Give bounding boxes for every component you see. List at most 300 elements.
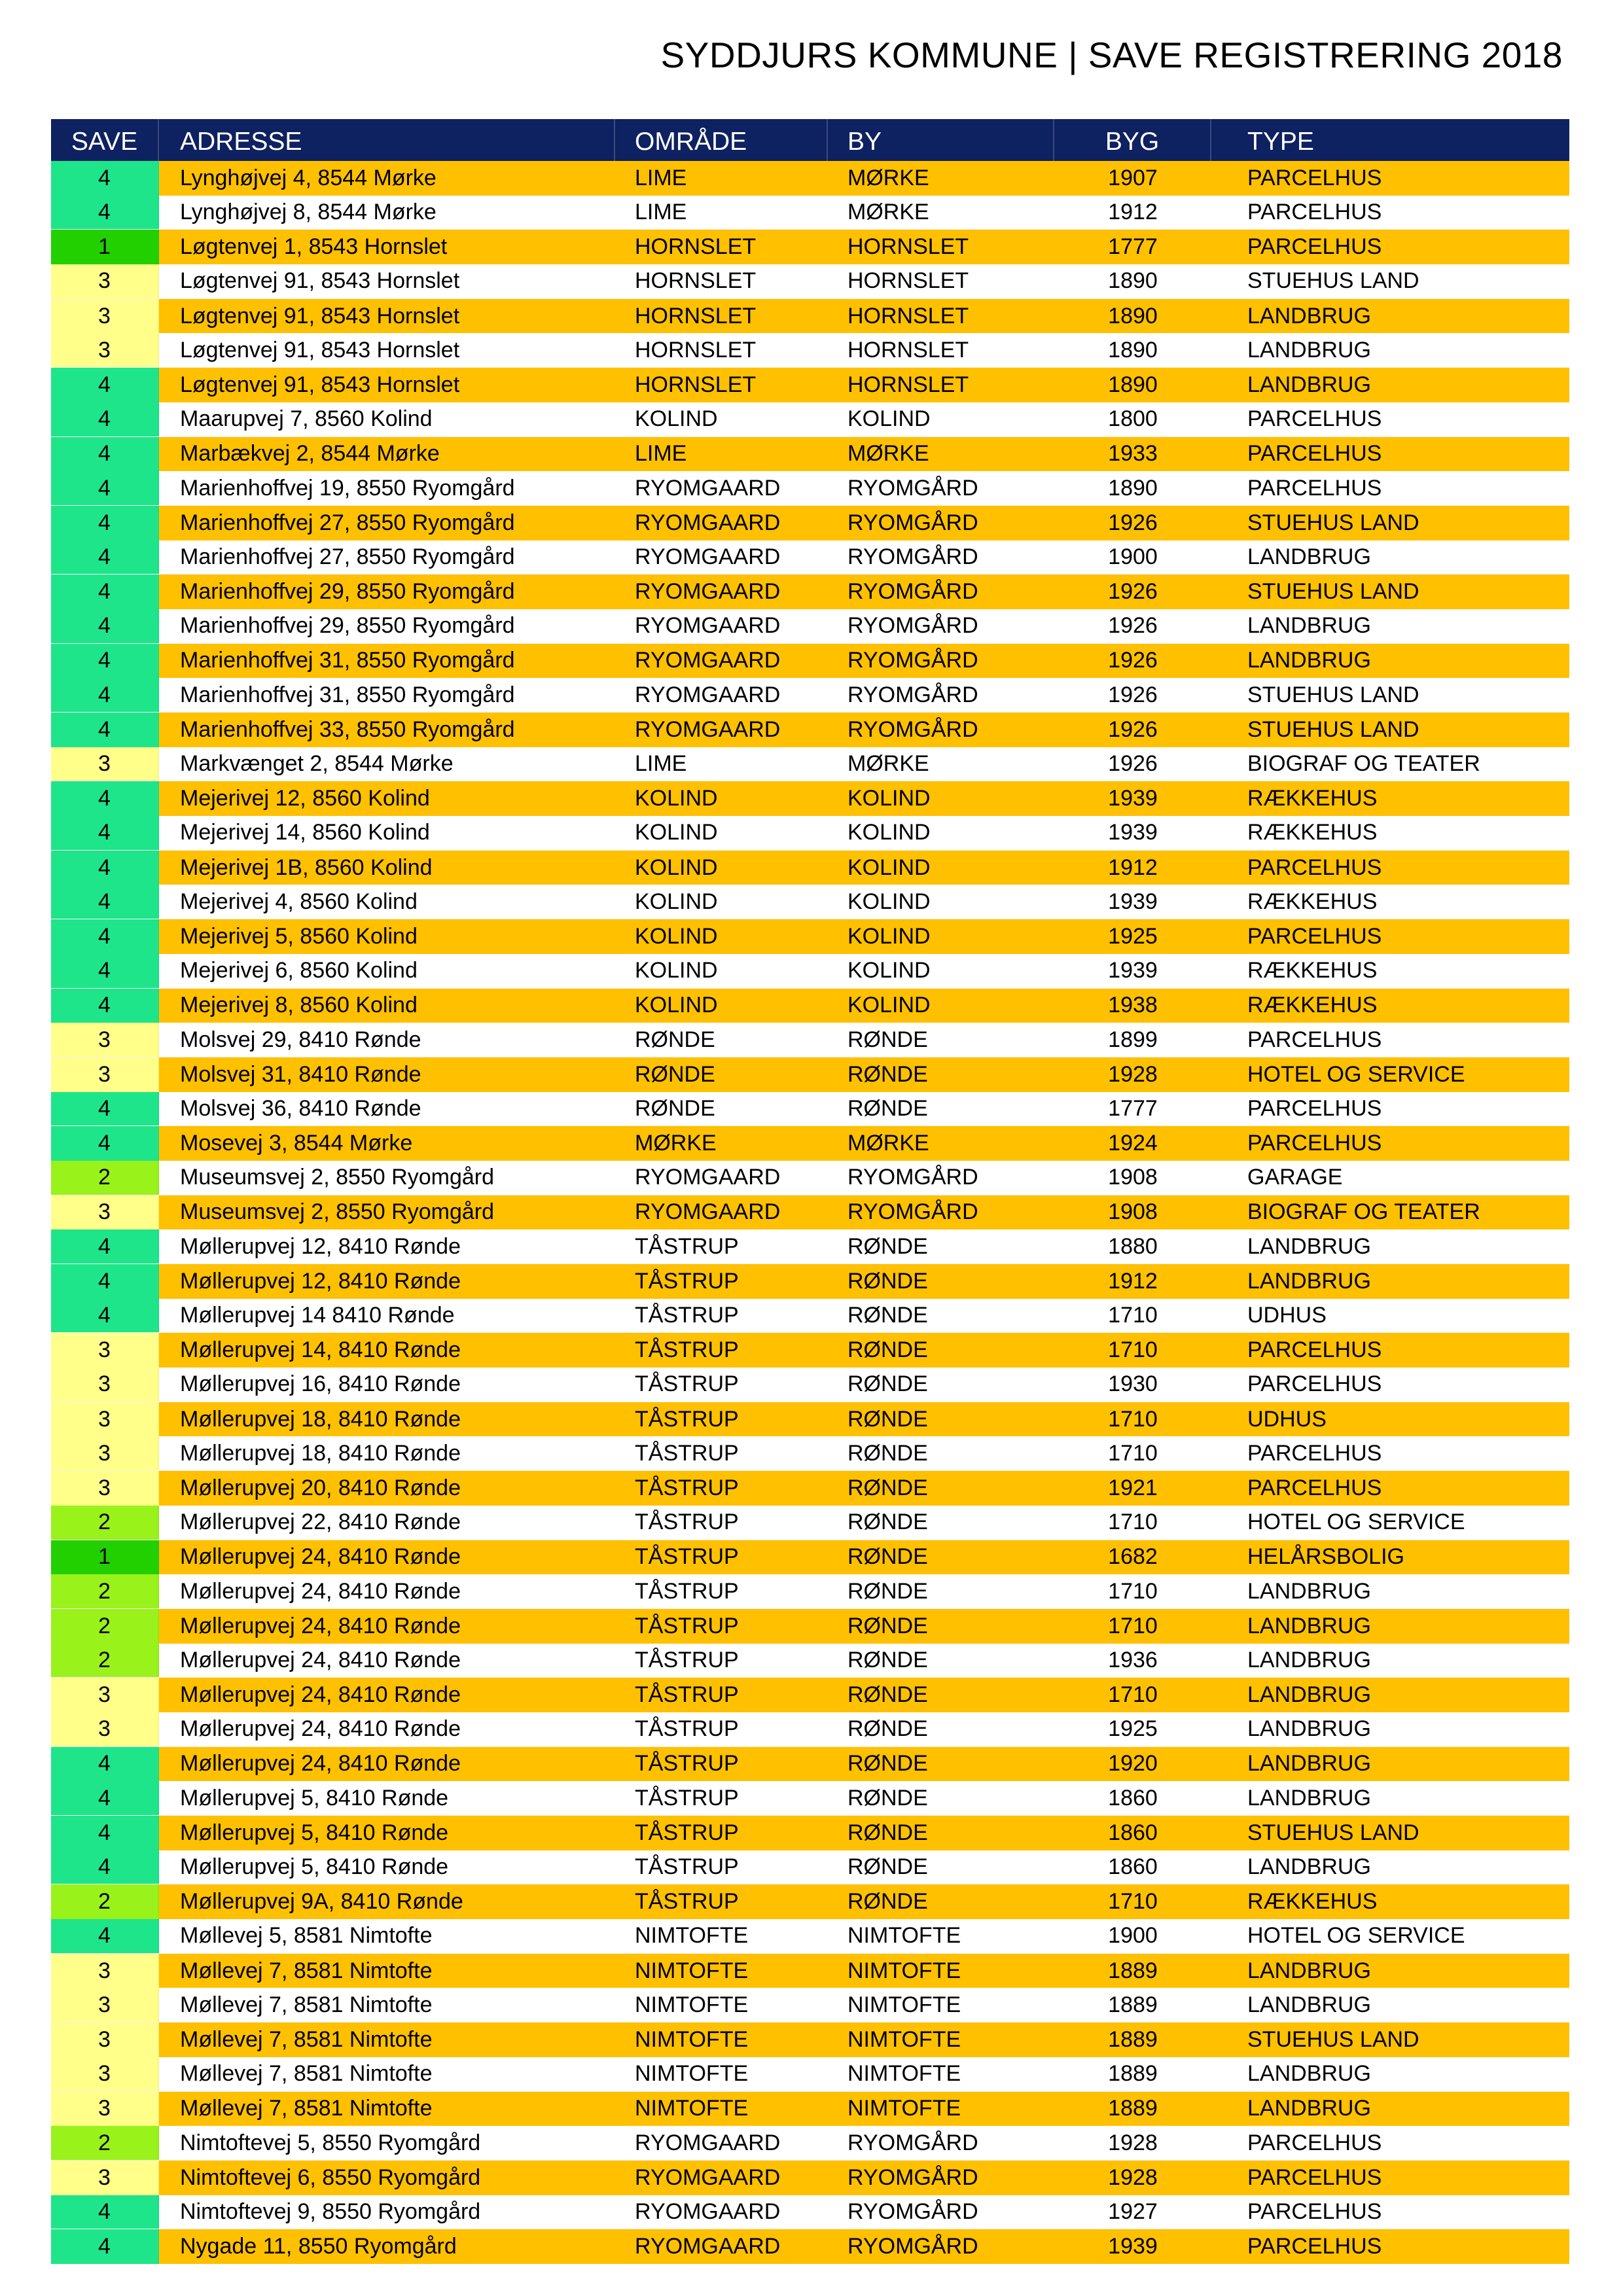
type-cell: STUEHUS LAND (1247, 510, 1419, 535)
city-cell: MØRKE (847, 1131, 929, 1156)
year-cell: 1800 (1108, 406, 1158, 432)
address-cell: Nygade 11, 8550 Ryomgård (180, 2234, 457, 2259)
table-row (51, 713, 1569, 747)
city-cell: RYOMGÅRD (847, 2130, 978, 2155)
area-cell: TÅSTRUP (635, 1716, 739, 1742)
year-cell: 1890 (1108, 268, 1158, 294)
address-cell: Møllerupvej 9A, 8410 Rønde (180, 1889, 463, 1915)
save-cell: 4 (51, 989, 159, 1023)
table-row (51, 2195, 1569, 2230)
address-cell: Møllerupvej 24, 8410 Rønde (180, 1716, 461, 1742)
table-row (51, 574, 1569, 609)
city-cell: RYOMGÅRD (847, 510, 978, 535)
year-cell: 1710 (1108, 1682, 1158, 1708)
year-cell: 1860 (1108, 1820, 1158, 1845)
city-cell: KOLIND (847, 406, 931, 432)
year-cell: 1710 (1108, 1337, 1158, 1363)
city-cell: RØNDE (847, 1303, 928, 1328)
area-cell: HORNSLET (635, 268, 757, 294)
table-row (51, 954, 1569, 989)
year-cell: 1710 (1108, 1303, 1158, 1328)
city-cell: RYOMGÅRD (847, 1165, 978, 1190)
area-cell: RYOMGAARD (635, 544, 781, 569)
city-cell: RYOMGÅRD (847, 1199, 978, 1225)
save-cell: 4 (51, 1850, 159, 1884)
year-cell: 1890 (1108, 475, 1158, 501)
area-cell: RYOMGAARD (635, 2234, 781, 2259)
save-cell: 1 (51, 230, 159, 264)
city-cell: HORNSLET (847, 372, 969, 397)
year-cell: 1926 (1108, 579, 1158, 605)
type-cell: LANDBRUG (1247, 1268, 1371, 1294)
area-cell: RYOMGAARD (635, 682, 781, 707)
table-row (51, 644, 1569, 679)
area-cell: TÅSTRUP (635, 1337, 739, 1363)
city-cell: KOLIND (847, 923, 931, 949)
table-row (51, 1712, 1569, 1747)
save-cell: 2 (51, 2126, 159, 2160)
year-cell: 1939 (1108, 2234, 1158, 2259)
city-cell: MØRKE (847, 165, 929, 190)
type-cell: UDHUS (1247, 1303, 1327, 1328)
save-cell: 3 (51, 1057, 159, 1092)
area-cell: NIMTOFTE (635, 2026, 749, 2052)
type-cell: PARCELHUS (1247, 475, 1382, 501)
type-cell: LANDBRUG (1247, 544, 1371, 569)
address-cell: Møllerupvej 14, 8410 Rønde (180, 1337, 461, 1363)
area-cell: RYOMGAARD (635, 2164, 781, 2190)
address-cell: Nimtoftevej 9, 8550 Ryomgård (180, 2199, 481, 2224)
header-omrade[interactable]: OMRÅDE (615, 119, 828, 161)
area-cell: RYOMGAARD (635, 2199, 781, 2224)
area-cell: TÅSTRUP (635, 1544, 739, 1570)
city-cell: RYOMGÅRD (847, 544, 978, 569)
save-cell: 3 (51, 1954, 159, 1988)
save-cell: 3 (51, 1712, 159, 1746)
area-cell: TÅSTRUP (635, 1682, 739, 1708)
city-cell: HORNSLET (847, 303, 969, 328)
type-cell: HOTEL OG SERVICE (1247, 1923, 1465, 1949)
save-cell: 4 (51, 368, 159, 402)
save-cell: 4 (51, 2229, 159, 2264)
table-row (51, 678, 1569, 713)
table-row (51, 2092, 1569, 2127)
address-cell: Mejerivej 14, 8560 Kolind (180, 820, 430, 845)
address-cell: Molsvej 29, 8410 Rønde (180, 1027, 421, 1052)
table-row (51, 1436, 1569, 1471)
year-cell: 1939 (1108, 786, 1158, 811)
year-cell: 1925 (1108, 1716, 1158, 1742)
city-cell: RØNDE (847, 1061, 928, 1087)
type-cell: PARCELHUS (1247, 2199, 1382, 2224)
type-cell: LANDBRUG (1247, 2096, 1371, 2121)
area-cell: KOLIND (635, 786, 718, 811)
year-cell: 1926 (1108, 751, 1158, 777)
type-cell: PARCELHUS (1247, 1131, 1382, 1156)
table-row (51, 264, 1569, 299)
area-cell: RØNDE (635, 1027, 715, 1052)
table-row (51, 1781, 1569, 1816)
type-cell: LANDBRUG (1247, 1682, 1371, 1708)
type-cell: PARCELHUS (1247, 1475, 1382, 1500)
table-row (51, 230, 1569, 264)
city-cell: RØNDE (847, 1785, 928, 1810)
table-row (51, 851, 1569, 885)
type-cell: LANDBRUG (1247, 337, 1371, 362)
table-row (51, 2161, 1569, 2195)
type-cell: PARCELHUS (1247, 855, 1382, 880)
table-row (51, 402, 1569, 437)
city-cell: RØNDE (847, 1854, 928, 1880)
year-cell: 1889 (1108, 2096, 1158, 2121)
city-cell: RYOMGÅRD (847, 716, 978, 742)
address-cell: Marienhoffvej 27, 8550 Ryomgård (180, 544, 515, 569)
area-cell: TÅSTRUP (635, 1406, 739, 1432)
table-row (51, 1884, 1569, 1919)
city-cell: RØNDE (847, 1682, 928, 1708)
year-cell: 1890 (1108, 372, 1158, 397)
area-cell: LIME (635, 751, 687, 777)
type-cell: LANDBRUG (1247, 1958, 1371, 1983)
type-cell: PARCELHUS (1247, 1440, 1382, 1466)
city-cell: RØNDE (847, 1578, 928, 1604)
area-cell: HORNSLET (635, 303, 757, 328)
area-cell: TÅSTRUP (635, 1647, 739, 1672)
save-cell: 4 (51, 851, 159, 885)
city-cell: RØNDE (847, 1510, 928, 1535)
city-cell: RØNDE (847, 1337, 928, 1363)
year-cell: 1926 (1108, 682, 1158, 707)
save-cell: 3 (51, 1678, 159, 1712)
city-cell: HORNSLET (847, 268, 969, 294)
area-cell: TÅSTRUP (635, 1578, 739, 1604)
type-cell: RÆKKEHUS (1247, 820, 1378, 845)
year-cell: 1939 (1108, 889, 1158, 914)
save-cell: 4 (51, 402, 159, 436)
address-cell: Møllerupvej 24, 8410 Rønde (180, 1647, 461, 1672)
save-cell: 3 (51, 2022, 159, 2057)
save-cell: 4 (51, 781, 159, 816)
year-cell: 1938 (1108, 993, 1158, 1018)
city-cell: KOLIND (847, 820, 931, 845)
table-row (51, 1092, 1569, 1127)
save-cell: 3 (51, 747, 159, 781)
year-cell: 1889 (1108, 2061, 1158, 2087)
area-cell: TÅSTRUP (635, 1613, 739, 1638)
area-cell: NIMTOFTE (635, 1923, 749, 1949)
save-cell: 3 (51, 1333, 159, 1368)
table-row (51, 1574, 1569, 1609)
save-cell: 3 (51, 1023, 159, 1057)
area-cell: KOLIND (635, 889, 718, 914)
type-cell: PARCELHUS (1247, 2130, 1382, 2155)
table-row (51, 1229, 1569, 1264)
year-cell: 1920 (1108, 1751, 1158, 1776)
table-row (51, 299, 1569, 334)
save-cell: 4 (51, 1229, 159, 1263)
year-cell: 1710 (1108, 1889, 1158, 1915)
type-cell: RÆKKEHUS (1247, 889, 1378, 914)
area-cell: RYOMGAARD (635, 475, 781, 501)
city-cell: HORNSLET (847, 234, 969, 260)
table-row (51, 1506, 1569, 1540)
table-row (51, 1850, 1569, 1885)
address-cell: Maarupvej 7, 8560 Kolind (180, 406, 433, 432)
save-cell: 4 (51, 644, 159, 679)
area-cell: TÅSTRUP (635, 1233, 739, 1259)
type-cell: UDHUS (1247, 1406, 1327, 1432)
table-row (51, 781, 1569, 816)
area-cell: NIMTOFTE (635, 2061, 749, 2087)
table-row (51, 368, 1569, 402)
table-row (51, 471, 1569, 506)
area-cell: HORNSLET (635, 372, 757, 397)
table-row (51, 2229, 1569, 2264)
address-cell: Marienhoffvej 31, 8550 Ryomgård (180, 648, 515, 673)
address-cell: Markvænget 2, 8544 Mørke (180, 751, 454, 777)
type-cell: LANDBRUG (1247, 1613, 1371, 1638)
year-cell: 1860 (1108, 1785, 1158, 1810)
header-type[interactable]: TYPE (1247, 128, 1314, 156)
save-cell: 3 (51, 2092, 159, 2127)
address-cell: Møllerupvej 24, 8410 Rønde (180, 1751, 461, 1776)
save-cell: 4 (51, 816, 159, 850)
year-cell: 1900 (1108, 1923, 1158, 1949)
table-row (51, 989, 1569, 1023)
year-cell: 1777 (1108, 1095, 1158, 1121)
year-cell: 1710 (1108, 1613, 1158, 1638)
city-cell: RØNDE (847, 1233, 928, 1259)
save-cell: 3 (51, 2057, 159, 2091)
address-cell: Lynghøjvej 8, 8544 Mørke (180, 200, 437, 225)
city-cell: RØNDE (847, 1751, 928, 1776)
table-row (51, 196, 1569, 230)
address-cell: Molsvej 31, 8410 Rønde (180, 1061, 421, 1087)
area-cell: RYOMGAARD (635, 613, 781, 639)
save-cell: 4 (51, 1781, 159, 1815)
area-cell: TÅSTRUP (635, 1751, 739, 1776)
address-cell: Møllerupvej 12, 8410 Rønde (180, 1268, 461, 1294)
year-cell: 1926 (1108, 613, 1158, 639)
save-cell: 3 (51, 1988, 159, 2022)
type-cell: PARCELHUS (1247, 165, 1382, 190)
type-cell: LANDBRUG (1247, 1233, 1371, 1259)
city-cell: RØNDE (847, 1268, 928, 1294)
address-cell: Møllerupvej 5, 8410 Rønde (180, 1820, 449, 1845)
type-cell: STUEHUS LAND (1247, 2026, 1419, 2052)
address-cell: Møllerupvej 24, 8410 Rønde (180, 1544, 461, 1570)
city-cell: RYOMGÅRD (847, 2164, 978, 2190)
type-cell: LANDBRUG (1247, 1751, 1371, 1776)
save-cell: 3 (51, 1195, 159, 1230)
type-cell: LANDBRUG (1247, 613, 1371, 639)
area-cell: TÅSTRUP (635, 1268, 739, 1294)
city-cell: NIMTOFTE (847, 2026, 961, 2052)
city-cell: RØNDE (847, 1889, 928, 1915)
address-cell: Løgtenvej 91, 8543 Hornslet (180, 268, 460, 294)
header-save[interactable]: SAVE (51, 119, 159, 161)
header-byg[interactable]: BYG (1054, 119, 1211, 161)
city-cell: NIMTOFTE (847, 1958, 961, 1983)
city-cell: NIMTOFTE (847, 1923, 961, 1949)
save-cell: 4 (51, 1816, 159, 1850)
table-row (51, 609, 1569, 644)
city-cell: RYOMGÅRD (847, 2199, 978, 2224)
year-cell: 1930 (1108, 1371, 1158, 1397)
save-cell: 3 (51, 1436, 159, 1470)
year-cell: 1899 (1108, 1027, 1158, 1052)
address-cell: Nimtoftevej 5, 8550 Ryomgård (180, 2130, 481, 2155)
year-cell: 1928 (1108, 2164, 1158, 2190)
header-by[interactable]: BY (828, 119, 1054, 161)
save-cell: 4 (51, 574, 159, 609)
address-cell: Løgtenvej 91, 8543 Hornslet (180, 303, 460, 328)
address-cell: Mejerivej 6, 8560 Kolind (180, 958, 418, 983)
address-cell: Museumsvej 2, 8550 Ryomgård (180, 1165, 495, 1190)
save-cell: 2 (51, 1574, 159, 1608)
type-cell: LANDBRUG (1247, 2061, 1371, 2087)
year-cell: 1682 (1108, 1544, 1158, 1570)
save-cell: 4 (51, 506, 159, 540)
area-cell: TÅSTRUP (635, 1820, 739, 1845)
address-cell: Mejerivej 1B, 8560 Kolind (180, 855, 433, 880)
year-cell: 1710 (1108, 1440, 1158, 1466)
year-cell: 1926 (1108, 716, 1158, 742)
save-cell: 3 (51, 1368, 159, 1402)
table-row (51, 1988, 1569, 2022)
table-row (51, 885, 1569, 919)
city-cell: MØRKE (847, 751, 929, 777)
area-cell: TÅSTRUP (635, 1371, 739, 1397)
address-cell: Møllerupvej 5, 8410 Rønde (180, 1785, 449, 1810)
area-cell: LIME (635, 165, 687, 190)
table-row (51, 1919, 1569, 1954)
table-row (51, 1954, 1569, 1988)
save-cell: 4 (51, 196, 159, 230)
address-cell: Møllevej 7, 8581 Nimtofte (180, 2096, 433, 2121)
year-cell: 1880 (1108, 1233, 1158, 1259)
year-cell: 1900 (1108, 544, 1158, 569)
type-cell: LANDBRUG (1247, 1785, 1371, 1810)
area-cell: TÅSTRUP (635, 1510, 739, 1535)
city-cell: RØNDE (847, 1820, 928, 1845)
address-cell: Møllerupvej 18, 8410 Rønde (180, 1440, 461, 1466)
address-cell: Møllevej 7, 8581 Nimtofte (180, 2061, 433, 2087)
table-row (51, 1057, 1569, 1092)
year-cell: 1912 (1108, 855, 1158, 880)
table-row (51, 1126, 1569, 1161)
address-cell: Mejerivej 4, 8560 Kolind (180, 889, 418, 914)
city-cell: MØRKE (847, 441, 929, 467)
area-cell: TÅSTRUP (635, 1475, 739, 1500)
city-cell: KOLIND (847, 993, 931, 1018)
table-body (51, 161, 1569, 2264)
address-cell: Møllevej 7, 8581 Nimtofte (180, 1958, 433, 1983)
save-cell: 2 (51, 1609, 159, 1644)
type-cell: GARAGE (1247, 1165, 1343, 1190)
save-cell: 4 (51, 713, 159, 747)
table-row (51, 1264, 1569, 1299)
table-row (51, 816, 1569, 851)
city-cell: NIMTOFTE (847, 1992, 961, 2017)
table-row (51, 1402, 1569, 1437)
save-cell: 3 (51, 333, 159, 367)
year-cell: 1710 (1108, 1510, 1158, 1535)
type-cell: LANDBRUG (1247, 1578, 1371, 1604)
type-cell: BIOGRAF OG TEATER (1247, 751, 1480, 777)
city-cell: RØNDE (847, 1406, 928, 1432)
save-cell: 3 (51, 264, 159, 298)
table-row (51, 1333, 1569, 1368)
address-cell: Museumsvej 2, 8550 Ryomgård (180, 1199, 495, 1225)
area-cell: RYOMGAARD (635, 648, 781, 673)
address-cell: Møllerupvej 24, 8410 Rønde (180, 1578, 461, 1604)
city-cell: MØRKE (847, 200, 929, 225)
table-header (51, 119, 1569, 161)
area-cell: RYOMGAARD (635, 579, 781, 605)
area-cell: KOLIND (635, 958, 718, 983)
table-row (51, 1678, 1569, 1712)
city-cell: RØNDE (847, 1371, 928, 1397)
type-cell: PARCELHUS (1247, 200, 1382, 225)
city-cell: NIMTOFTE (847, 2061, 961, 2087)
area-cell: HORNSLET (635, 337, 757, 362)
year-cell: 1912 (1108, 200, 1158, 225)
type-cell: PARCELHUS (1247, 406, 1382, 432)
address-cell: Marbækvej 2, 8544 Mørke (180, 441, 440, 467)
area-cell: LIME (635, 200, 687, 225)
city-cell: RØNDE (847, 1440, 928, 1466)
city-cell: NIMTOFTE (847, 2096, 961, 2121)
address-cell: Mosevej 3, 8544 Mørke (180, 1131, 413, 1156)
city-cell: RØNDE (847, 1647, 928, 1672)
area-cell: MØRKE (635, 1131, 717, 1156)
year-cell: 1777 (1108, 234, 1158, 260)
table-row (51, 1471, 1569, 1506)
year-cell: 1889 (1108, 1992, 1158, 2017)
table-row (51, 333, 1569, 368)
year-cell: 1924 (1108, 1131, 1158, 1156)
year-cell: 1890 (1108, 303, 1158, 328)
address-cell: Møllerupvej 20, 8410 Rønde (180, 1475, 461, 1500)
save-cell: 4 (51, 161, 159, 196)
save-cell: 4 (51, 1919, 159, 1953)
type-cell: BIOGRAF OG TEATER (1247, 1199, 1480, 1225)
address-cell: Marienhoffvej 29, 8550 Ryomgård (180, 579, 515, 605)
area-cell: KOLIND (635, 855, 718, 880)
address-cell: Molsvej 36, 8410 Rønde (180, 1095, 421, 1121)
city-cell: KOLIND (847, 855, 931, 880)
year-cell: 1912 (1108, 1268, 1158, 1294)
city-cell: HORNSLET (847, 337, 969, 362)
header-adresse[interactable]: ADRESSE (159, 119, 615, 161)
page-title: SYDDJURS KOMMUNE | SAVE REGISTRERING 2018 (660, 35, 1563, 75)
address-cell: Marienhoffvej 33, 8550 Ryomgård (180, 716, 515, 742)
type-cell: LANDBRUG (1247, 1854, 1371, 1880)
type-cell: LANDBRUG (1247, 1647, 1371, 1672)
type-cell: RÆKKEHUS (1247, 1889, 1378, 1915)
table-row (51, 1540, 1569, 1575)
save-cell: 4 (51, 437, 159, 472)
address-cell: Lynghøjvej 4, 8544 Mørke (180, 165, 437, 190)
address-cell: Møllevej 5, 8581 Nimtofte (180, 1923, 433, 1949)
table-row (51, 437, 1569, 472)
area-cell: LIME (635, 441, 687, 467)
save-cell: 3 (51, 2161, 159, 2195)
table-row (51, 1644, 1569, 1678)
save-cell: 4 (51, 471, 159, 505)
address-cell: Møllevej 7, 8581 Nimtofte (180, 1992, 433, 2017)
